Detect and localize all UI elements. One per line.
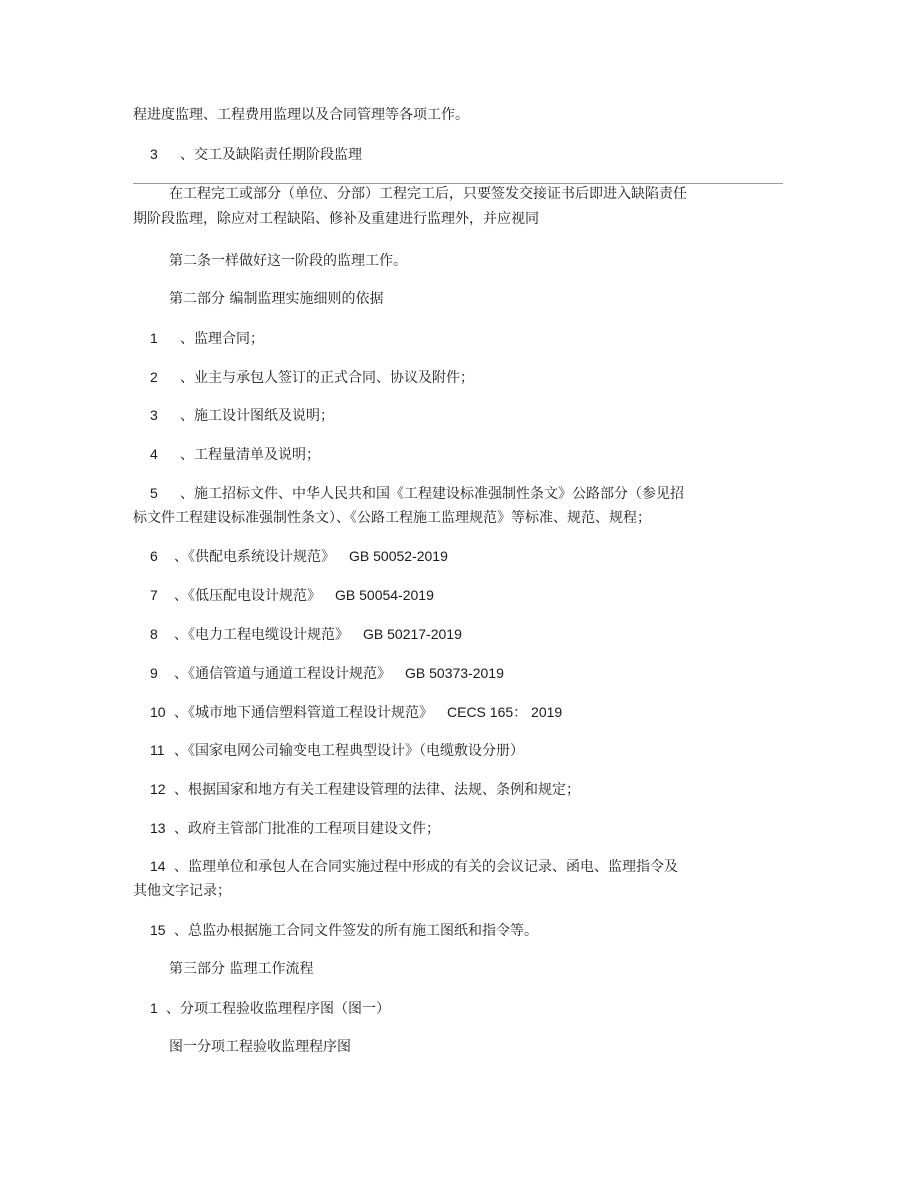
divider-line xyxy=(133,183,783,184)
list-text: 、《通信管道与通道工程设计规范》 xyxy=(174,666,391,682)
list-item-continuation: 其他文字记录； xyxy=(133,883,231,899)
list-number: 2 xyxy=(150,369,158,385)
list-item xyxy=(150,547,448,566)
list-item xyxy=(150,445,320,464)
list-item xyxy=(150,329,264,348)
list-number: 10 xyxy=(150,704,166,720)
list-item xyxy=(150,999,390,1018)
list-number: 9 xyxy=(150,665,158,681)
list-item xyxy=(150,586,434,605)
list-text: 、《低压配电设计规范》 xyxy=(174,588,321,604)
section-title: 、交工及缺陷责任期阶段监理 xyxy=(180,147,362,163)
continuation-text: 程进度监理、工程费用监理以及合同管理等各项工作。 xyxy=(133,107,469,123)
list-item xyxy=(150,703,562,722)
list-item xyxy=(150,484,684,503)
part-heading: 第三部分 监理工作流程 xyxy=(169,961,314,977)
list-item xyxy=(150,921,538,940)
list-item xyxy=(150,625,462,644)
list-item-continuation: 标文件工程建设标准强制性条文）、《公路工程施工监理规范》等标准、规范、规程； xyxy=(133,510,651,526)
list-number: 13 xyxy=(150,820,166,836)
part-heading: 第二部分 编制监理实施细则的依据 xyxy=(169,291,384,307)
list-text: 、监理合同； xyxy=(180,331,264,347)
list-number: 8 xyxy=(150,626,158,642)
list-text: 、施工设计图纸及说明； xyxy=(180,408,334,424)
list-item xyxy=(150,857,678,876)
list-text: 、施工招标文件、中华人民共和国《工程建设标准强制性条文》公路部分（参见招 xyxy=(180,486,684,502)
list-number: 7 xyxy=(150,587,158,603)
section-heading xyxy=(150,145,362,164)
standard-code: GB 50054-2019 xyxy=(335,587,434,603)
list-text: 、《电力工程电缆设计规范》 xyxy=(174,627,349,643)
list-number: 15 xyxy=(150,922,166,938)
standard-code: GB 50217-2019 xyxy=(363,626,462,642)
list-text: 、业主与承包人签订的正式合同、协议及附件； xyxy=(180,370,474,386)
list-number: 14 xyxy=(150,858,166,874)
list-item xyxy=(150,741,524,760)
list-text: 、政府主管部门批准的工程项目建设文件； xyxy=(174,821,440,837)
list-number: 12 xyxy=(150,781,166,797)
list-item xyxy=(150,780,580,799)
standard-code: CECS 165： 2019 xyxy=(447,704,563,720)
paragraph-line: 在工程完工或部分（单位、分部）工程完工后，只要签发交接证书后即进入缺陷责任 xyxy=(169,186,687,202)
list-number: 11 xyxy=(150,742,165,758)
standard-code: GB 50373-2019 xyxy=(405,665,504,681)
list-text: 、监理单位和承包人在合同实施过程中形成的有关的会议记录、函电、监理指令及 xyxy=(174,859,678,875)
list-number: 1 xyxy=(150,1000,158,1016)
paragraph-line: 期阶段监理，除应对工程缺陷、修补及重建进行监理外，并应视同 xyxy=(133,211,539,227)
list-text: 、《国家电网公司输变电工程典型设计》（电缆敷设分册） xyxy=(174,743,524,759)
list-item xyxy=(150,819,440,838)
list-number: 3 xyxy=(150,407,158,423)
list-item xyxy=(150,664,504,683)
list-text: 、总监办根据施工合同文件签发的所有施工图纸和指令等。 xyxy=(174,923,538,939)
standard-code: GB 50052-2019 xyxy=(349,548,448,564)
list-number: 1 xyxy=(150,330,158,346)
figure-caption: 图一分项工程验收监理程序图 xyxy=(169,1039,351,1055)
list-text: 、分项工程验收监理程序图（图一） xyxy=(166,1001,390,1017)
paragraph: 第二条一样做好这一阶段的监理工作。 xyxy=(169,253,407,269)
list-number: 6 xyxy=(150,548,158,564)
list-text: 、《供配电系统设计规范》 xyxy=(174,549,335,565)
list-number: 5 xyxy=(150,485,158,501)
list-item xyxy=(150,368,474,387)
section-number: 3 xyxy=(150,146,158,162)
list-text: 、工程量清单及说明； xyxy=(180,447,320,463)
list-text: 、《城市地下通信塑料管道工程设计规范》 xyxy=(174,705,433,721)
list-number: 4 xyxy=(150,446,158,462)
list-item xyxy=(150,406,334,425)
list-text: 、根据国家和地方有关工程建设管理的法律、法规、条例和规定； xyxy=(174,782,580,798)
